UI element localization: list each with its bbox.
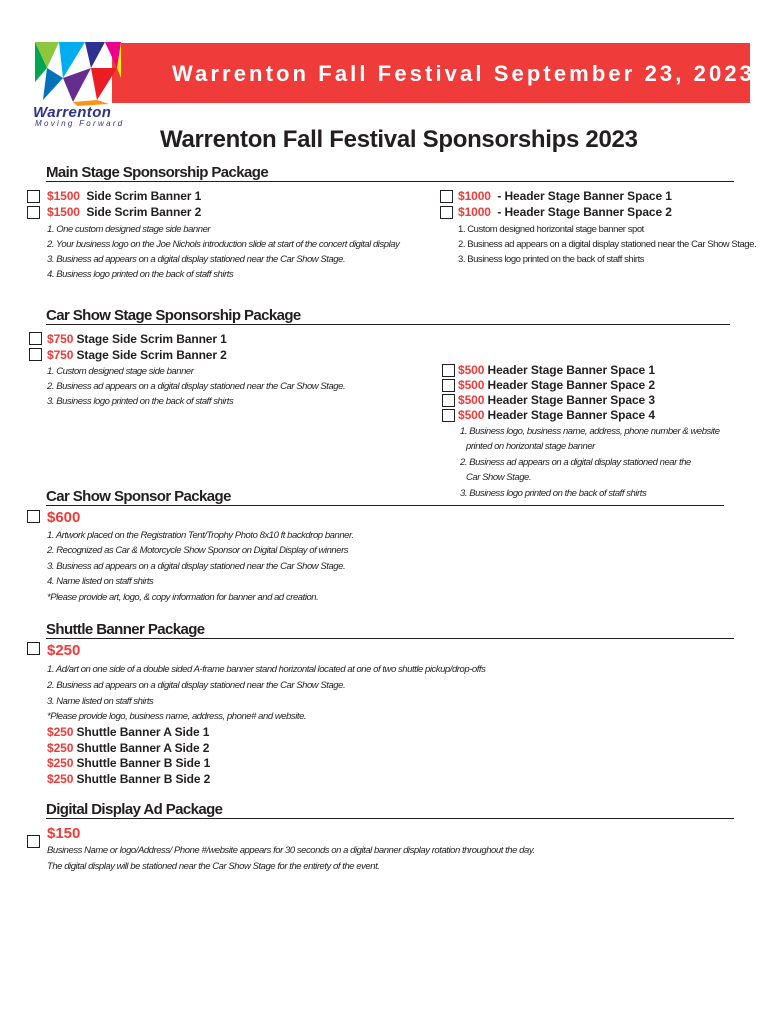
car-show-stage-option-4: $500 Header Stage Banner Space 2 <box>458 378 655 392</box>
car-show-stage-heading: Car Show Stage Sponsorship Package <box>46 307 301 324</box>
digital-heading: Digital Display Ad Package <box>46 801 223 818</box>
car-show-stage-option-5: $500 Header Stage Banner Space 3 <box>458 393 655 407</box>
car-show-sponsor-checkbox[interactable] <box>27 510 40 523</box>
main-stage-option-3: $1000 - Header Stage Banner Space 1 <box>458 189 672 203</box>
main-stage-note-2: 2. Your business logo on the Joe Nichols introduction slide at start of the concert digital display <box>47 239 400 250</box>
main-stage-right-note-1: 1. Custom designed horizontal stage banner spot <box>458 224 644 235</box>
main-stage-right-note-2: 2. Business ad appears on a digital display stationed near the Car Show Stage. <box>458 239 757 250</box>
car-show-stage-option-2-checkbox[interactable] <box>29 348 42 361</box>
car-show-stage-option-3-checkbox[interactable] <box>442 364 455 377</box>
car-show-stage-rule <box>46 324 730 325</box>
shuttle-option-2: $250 Shuttle Banner A Side 2 <box>47 741 210 755</box>
car-show-stage-note-3: 3. Business logo printed on the back of staff shirts <box>47 396 234 407</box>
shuttle-option-3: $250 Shuttle Banner B Side 1 <box>47 756 211 770</box>
car-show-sponsor-note-5: *Please provide art, logo, & copy information for banner and ad creation. <box>47 592 319 603</box>
main-stage-note-3: 3. Business ad appears on a digital display stationed near the Car Show Stage. <box>47 254 346 265</box>
car-show-stage-option-1: $750 Stage Side Scrim Banner 1 <box>47 332 227 346</box>
document-title: Warrenton Fall Festival Sponsorships 2023 <box>160 126 638 153</box>
banner-title: Warrenton Fall Festival September 23, 2023 <box>172 61 756 86</box>
digital-checkbox[interactable] <box>27 835 40 848</box>
logo-tagline: Moving Forward <box>35 119 125 128</box>
logo-name: Warrenton <box>33 104 112 121</box>
car-show-stage-option-6-checkbox[interactable] <box>442 409 455 422</box>
shuttle-note-3: 3. Name listed on staff shirts <box>47 696 154 707</box>
car-show-sponsor-note-3: 3. Business ad appears on a digital display stationed near the Car Show Stage. <box>47 561 346 572</box>
car-show-stage-right-note-4: Car Show Stage. <box>466 472 532 483</box>
car-show-stage-note-1: 1. Custom designed stage side banner <box>47 366 194 377</box>
car-show-stage-option-3: $500 Header Stage Banner Space 1 <box>458 363 655 377</box>
main-stage-option-1-checkbox[interactable] <box>27 190 40 203</box>
digital-rule <box>46 818 734 819</box>
shuttle-option-4: $250 Shuttle Banner B Side 2 <box>47 772 211 786</box>
car-show-stage-right-note-2: printed on horizontal stage banner <box>466 441 595 452</box>
digital-price: $150 <box>47 825 81 842</box>
main-stage-right-note-3: 3. Business logo printed on the back of staff shirts <box>458 254 645 265</box>
car-show-sponsor-heading: Car Show Sponsor Package <box>46 488 231 505</box>
digital-note-2: The digital display will be stationed near the Car Show Stage for the entirety of the event. <box>47 861 380 872</box>
car-show-sponsor-price: $600 <box>47 509 81 526</box>
main-stage-note-4: 4. Business logo printed on the back of staff shirts <box>47 269 234 280</box>
car-show-sponsor-note-2: 2. Recognized as Car & Motorcycle Show Sponsor on Digital Display of winners <box>47 545 349 556</box>
car-show-stage-option-6: $500 Header Stage Banner Space 4 <box>458 408 655 422</box>
car-show-stage-note-2: 2. Business ad appears on a digital display stationed near the Car Show Stage. <box>47 381 346 392</box>
car-show-stage-right-note-5: 3. Business logo printed on the back of staff shirts <box>460 488 647 499</box>
shuttle-note-4: *Please provide logo, business name, address, phone# and website. <box>47 711 307 722</box>
car-show-stage-right-note-3: 2. Business ad appears on a digital display stationed near the <box>460 457 691 468</box>
car-show-stage-right-note-1: 1. Business logo, business name, address, phone number & website <box>460 426 720 437</box>
shuttle-note-2: 2. Business ad appears on a digital display stationed near the Car Show Stage. <box>47 680 346 691</box>
car-show-sponsor-rule <box>46 505 724 506</box>
warrenton-logo-icon <box>33 38 123 108</box>
shuttle-checkbox[interactable] <box>27 642 40 655</box>
main-stage-option-1: $1500 Side Scrim Banner 1 <box>47 189 202 203</box>
shuttle-note-1: 1. Ad/art on one side of a double sided A-frame banner stand horizontal located at one of two shuttle pickup/drop-offs <box>47 664 486 675</box>
shuttle-option-1: $250 Shuttle Banner A Side 1 <box>47 725 210 739</box>
main-stage-note-1: 1. One custom designed stage side banner <box>47 224 211 235</box>
main-stage-option-2: $1500 Side Scrim Banner 2 <box>47 205 202 219</box>
shuttle-heading: Shuttle Banner Package <box>46 621 205 638</box>
main-stage-option-2-checkbox[interactable] <box>27 206 40 219</box>
main-stage-rule <box>46 181 734 182</box>
main-stage-option-3-checkbox[interactable] <box>440 190 453 203</box>
shuttle-rule <box>46 638 734 639</box>
car-show-sponsor-note-1: 1. Artwork placed on the Registration Tent/Trophy Photo 8x10 ft backdrop banner. <box>47 530 354 541</box>
main-stage-option-4: $1000 - Header Stage Banner Space 2 <box>458 205 672 219</box>
car-show-sponsor-note-4: 4. Name listed on staff shirts <box>47 576 154 587</box>
main-stage-option-4-checkbox[interactable] <box>440 206 453 219</box>
digital-note-1: Business Name or logo/Address/ Phone #/website appears for 30 seconds on a digital banner display rotation throughout the day. <box>47 845 535 856</box>
car-show-stage-option-1-checkbox[interactable] <box>29 332 42 345</box>
car-show-stage-option-5-checkbox[interactable] <box>442 394 455 407</box>
car-show-stage-option-2: $750 Stage Side Scrim Banner 2 <box>47 348 227 362</box>
shuttle-price: $250 <box>47 642 81 659</box>
car-show-stage-option-4-checkbox[interactable] <box>442 379 455 392</box>
main-stage-heading: Main Stage Sponsorship Package <box>46 164 269 181</box>
